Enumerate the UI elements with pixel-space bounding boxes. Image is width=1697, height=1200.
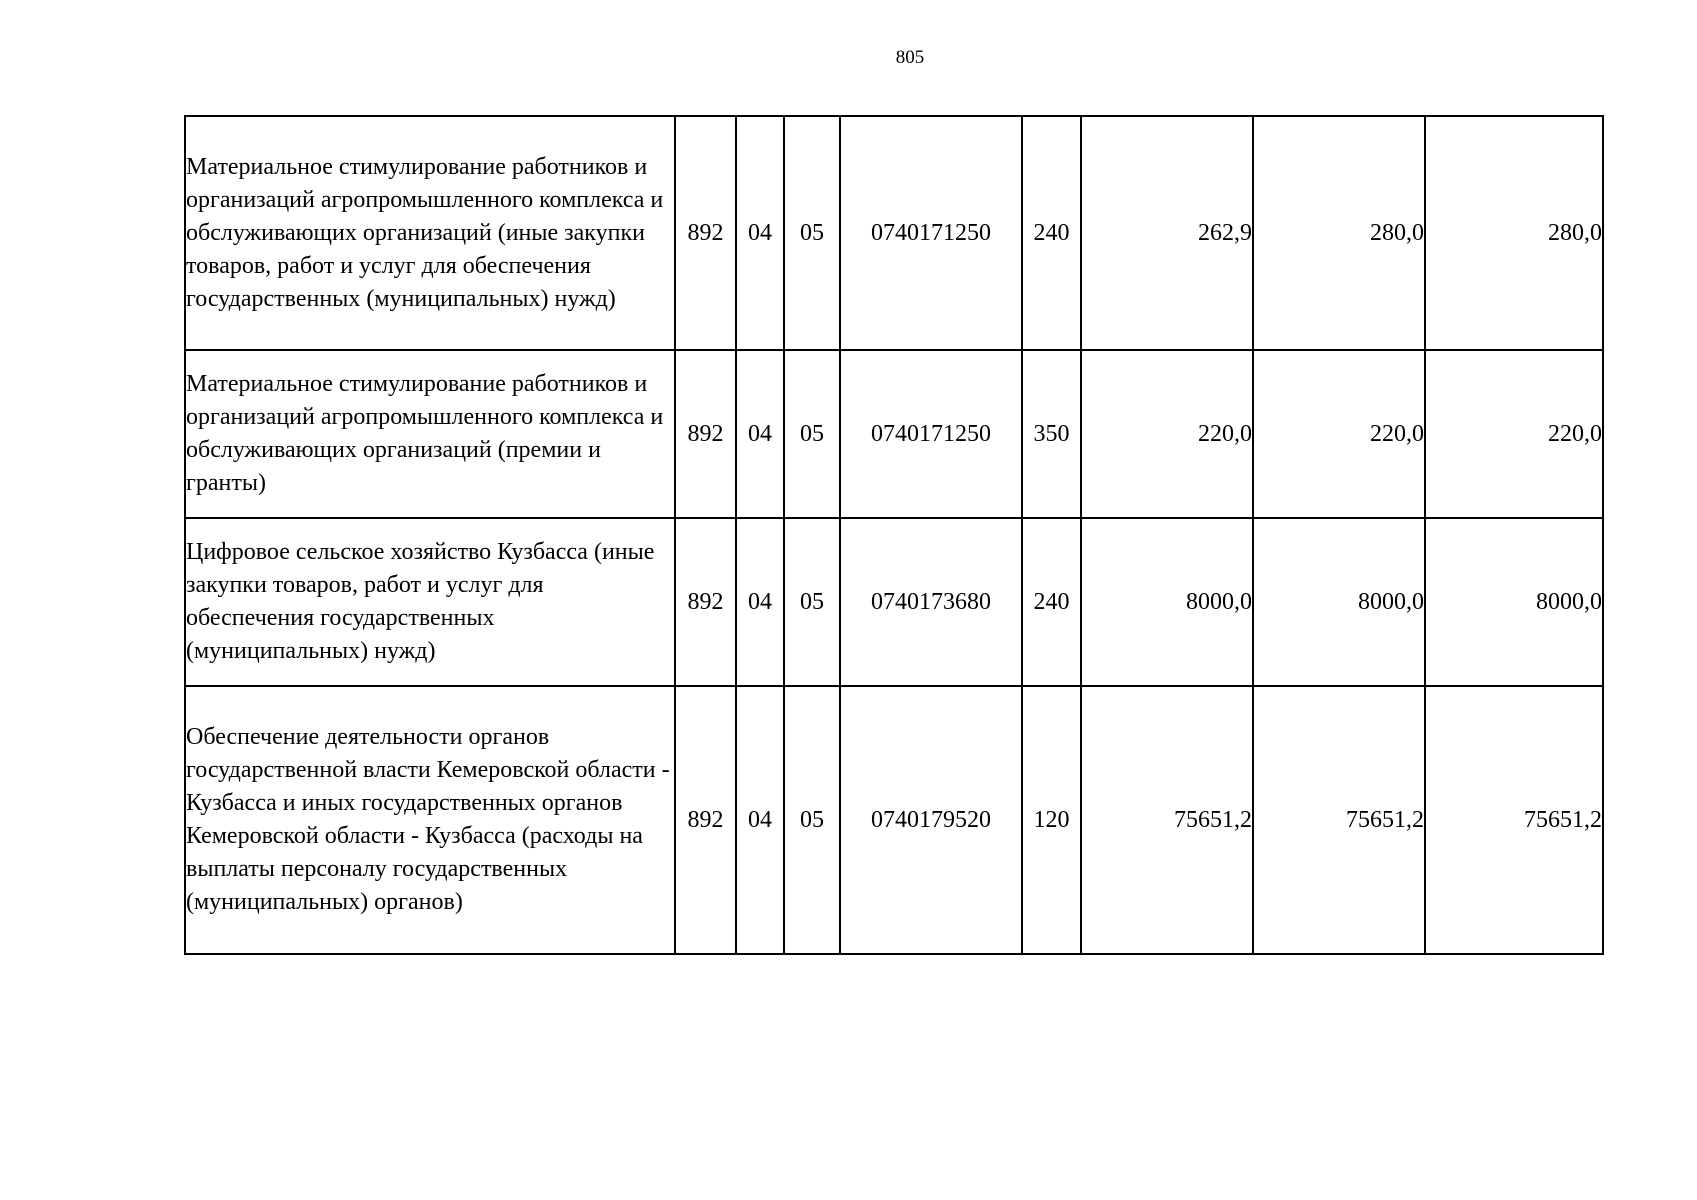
table-row — [185, 518, 1603, 686]
section-code: 04 — [736, 518, 784, 686]
amount-year-2: 280,0 — [1253, 116, 1425, 350]
target-article-code: 0740171250 — [840, 350, 1022, 518]
amount-year-2: 220,0 — [1253, 350, 1425, 518]
row-description: Материальное стимулирование работников и организаций агропромышленного комплекса и обслуживающих организаций (иные закупки товаров, работ и услуг для обеспечения государственных (муниципальных) нужд) — [185, 116, 675, 350]
ministry-code: 892 — [675, 116, 736, 350]
amount-year-2: 8000,0 — [1253, 518, 1425, 686]
section-code: 04 — [736, 350, 784, 518]
amount-year-3: 220,0 — [1425, 350, 1603, 518]
amount-year-2: 75651,2 — [1253, 686, 1425, 954]
amount-year-1: 75651,2 — [1081, 686, 1253, 954]
row-description: Материальное стимулирование работников и организаций агропромышленного комплекса и обслуживающих организаций (премии и гранты) — [185, 350, 675, 518]
subsection-code: 05 — [784, 686, 840, 954]
table-row — [185, 116, 1603, 350]
target-article-code: 0740171250 — [840, 116, 1022, 350]
table-row — [185, 350, 1603, 518]
expense-type-code: 240 — [1022, 116, 1081, 350]
subsection-code: 05 — [784, 116, 840, 350]
amount-year-3: 280,0 — [1425, 116, 1603, 350]
amount-year-1: 262,9 — [1081, 116, 1253, 350]
amount-year-3: 75651,2 — [1425, 686, 1603, 954]
amount-year-3: 8000,0 — [1425, 518, 1603, 686]
expense-type-code: 120 — [1022, 686, 1081, 954]
amount-year-1: 220,0 — [1081, 350, 1253, 518]
table-row — [185, 686, 1603, 954]
section-code: 04 — [736, 686, 784, 954]
row-description: Цифровое сельское хозяйство Кузбасса (иные закупки товаров, работ и услуг для обеспечения государственных (муниципальных) нужд) — [185, 518, 675, 686]
ministry-code: 892 — [675, 686, 736, 954]
ministry-code: 892 — [675, 518, 736, 686]
subsection-code: 05 — [784, 350, 840, 518]
ministry-code: 892 — [675, 350, 736, 518]
section-code: 04 — [736, 116, 784, 350]
budget-table — [184, 115, 1604, 955]
target-article-code: 0740179520 — [840, 686, 1022, 954]
subsection-code: 05 — [784, 518, 840, 686]
page-number: 805 — [895, 47, 925, 68]
amount-year-1: 8000,0 — [1081, 518, 1253, 686]
expense-type-code: 240 — [1022, 518, 1081, 686]
target-article-code: 0740173680 — [840, 518, 1022, 686]
row-description: Обеспечение деятельности органов государственной власти Кемеровской области - Кузбасса и иных государственных органов Кемеровской области - Кузбасса (расходы на выплаты персоналу государственных (муниципальных) органов) — [185, 686, 675, 954]
expense-type-code: 350 — [1022, 350, 1081, 518]
